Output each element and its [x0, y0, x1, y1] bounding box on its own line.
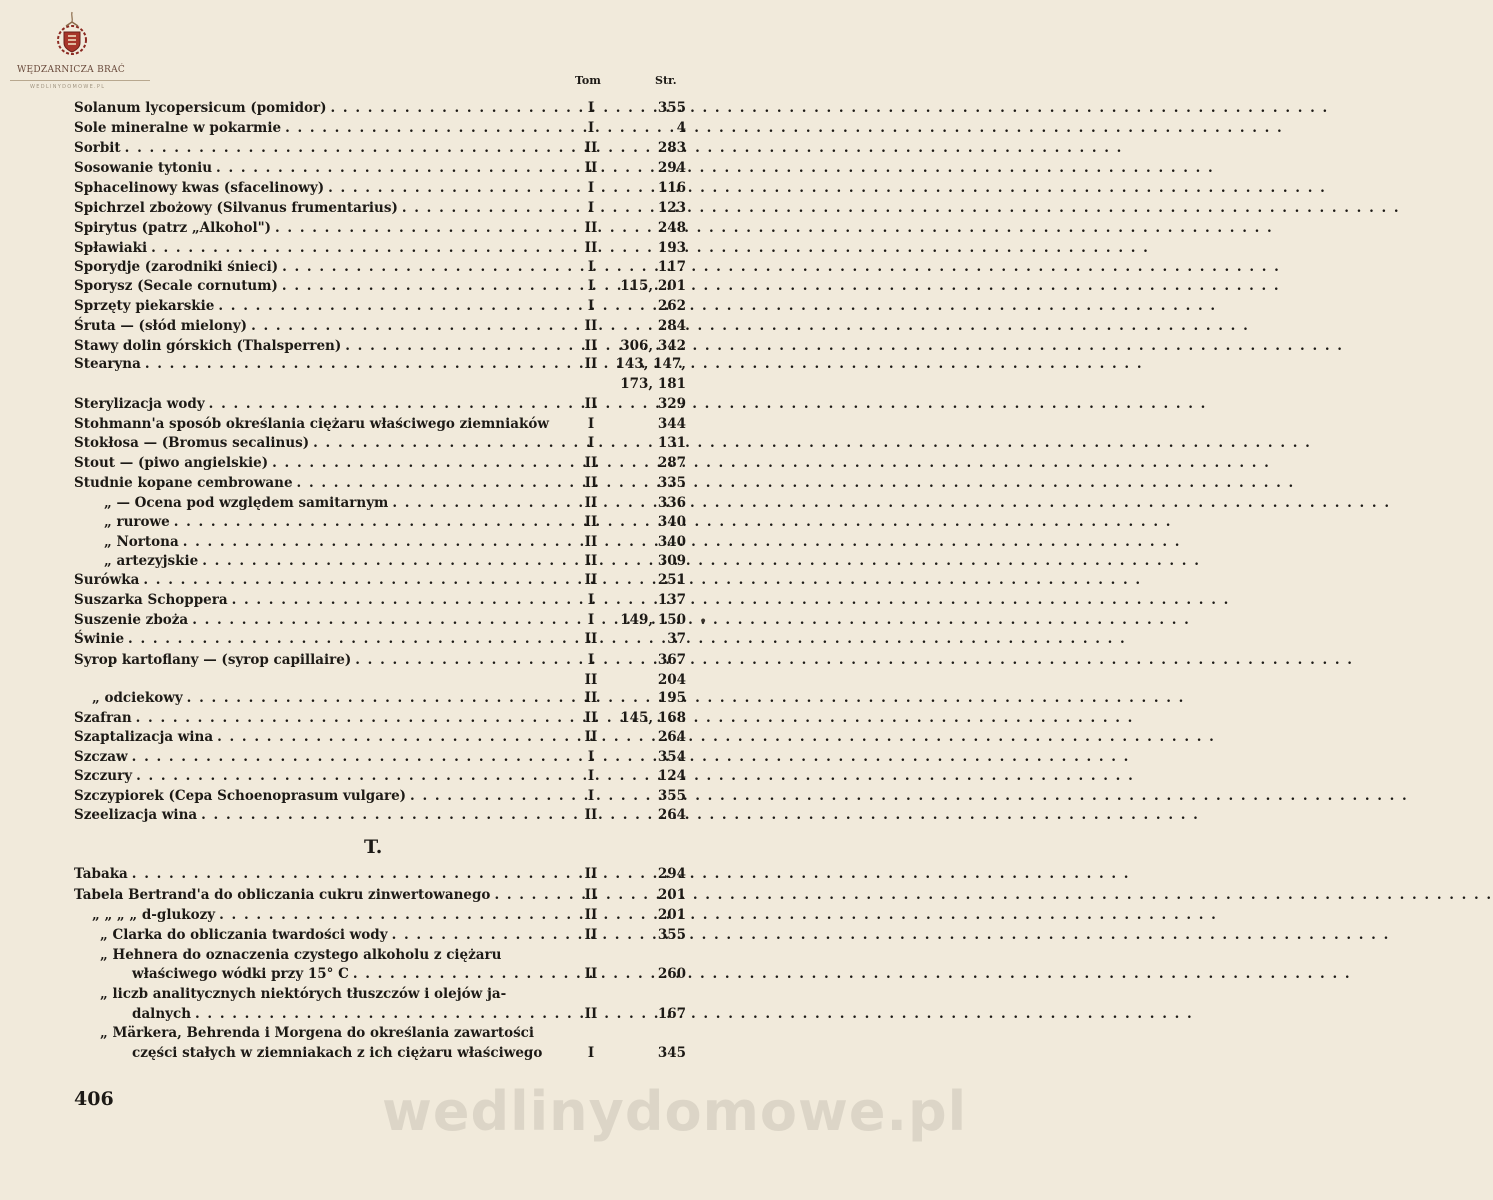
index-entry-row — [0, 590, 768, 610]
index-entry-row — [0, 532, 768, 552]
entry-page: 143, 147, — [615, 356, 686, 372]
entry-label — [100, 1023, 580, 1043]
entry-page: 167 — [657, 1006, 686, 1022]
entry-volume: II — [584, 318, 598, 334]
entry-page: 284 — [657, 318, 686, 334]
index-entry-row — [0, 178, 768, 198]
entry-volume: II — [584, 572, 598, 588]
section-heading: T. — [364, 836, 383, 858]
index-entry-row — [0, 473, 768, 493]
entry-label-text: Studnie kopane cembrowane — [74, 475, 297, 491]
entry-label-text: Sphacelinowy kwas (sfacelinowy) — [74, 180, 328, 196]
index-entry-row — [0, 670, 768, 690]
entry-volume: II — [584, 396, 598, 412]
logo-title: WĘDZARNICZA BRAĆ — [17, 65, 126, 75]
entry-page: 145, 168 — [620, 710, 686, 726]
entry-page: 264 — [657, 729, 686, 745]
entry-label-text: Stawy dolin górskich (Thalsperren) — [74, 338, 345, 354]
entry-page: 294 — [657, 866, 686, 882]
entry-label-text: „ liczb analitycznych niektórych tłuszczów i olejów ja- — [100, 986, 510, 1002]
index-entry-row — [0, 864, 768, 884]
entry-page: 116 — [657, 180, 686, 196]
entry-volume: I — [587, 298, 595, 314]
entry-page: 283 — [657, 140, 686, 156]
entry-volume: II — [584, 338, 598, 354]
entry-label-text: Spichrzel zbożowy (Silvanus frumentarius) — [74, 200, 402, 216]
index-entry-row — [0, 336, 768, 356]
entry-label-text: Suszarka Schoppera — [74, 592, 232, 608]
entry-label — [74, 629, 564, 649]
entry-label — [74, 708, 564, 728]
index-entry-row — [0, 885, 768, 905]
entry-label — [74, 296, 564, 316]
entry-volume: II — [584, 807, 598, 823]
entry-volume: II — [584, 495, 598, 511]
entry-page: 193 — [657, 240, 686, 256]
index-entry-row — [0, 629, 768, 649]
entry-label — [92, 905, 564, 925]
entry-page: 336 — [657, 495, 686, 511]
index-entry-row — [0, 218, 768, 238]
entry-page: 355 — [657, 788, 686, 804]
entry-label — [104, 493, 564, 513]
entry-volume: I — [587, 612, 595, 628]
entry-page: 117 — [657, 259, 686, 275]
entry-volume: II — [584, 672, 598, 688]
entry-volume: I — [587, 788, 595, 804]
entry-volume: II — [584, 966, 598, 982]
entry-page: 4 — [676, 120, 686, 136]
entry-volume: II — [584, 710, 598, 726]
index-entry-row — [0, 1043, 768, 1063]
entry-label — [74, 276, 564, 296]
entry-page: 123 — [657, 200, 686, 216]
index-entry-row — [0, 296, 768, 316]
column-header-tom: Tom — [575, 74, 601, 87]
entry-label-text: Sosowanie tytoniu — [74, 160, 216, 176]
index-entry-row — [0, 257, 768, 277]
entry-label-text: „ Hehnera do oznaczenia czystego alkoholu z ciężaru — [100, 947, 505, 963]
entry-label — [104, 512, 564, 532]
entry-page: 340 — [657, 514, 686, 530]
entry-label — [92, 688, 564, 708]
entry-page: 131 — [657, 435, 686, 451]
index-entry-row — [0, 766, 768, 786]
entry-page: 354 — [657, 749, 686, 765]
entry-volume: I — [587, 416, 595, 432]
entry-volume: II — [584, 927, 598, 943]
entry-volume: II — [584, 240, 598, 256]
entry-label — [74, 178, 564, 198]
index-entry-row — [0, 650, 768, 670]
entry-page: 251 — [657, 572, 686, 588]
entry-label-text: Szczypiorek (Cepa Schoenoprasum vulgare) — [74, 788, 410, 804]
entry-page: 137 — [657, 592, 686, 608]
index-entry-row — [0, 786, 768, 806]
index-entry-row — [0, 570, 768, 590]
entry-volume: II — [584, 220, 598, 236]
entry-label-text: właściwego wódki przy 15° C — [132, 966, 353, 982]
index-entry-row — [0, 905, 768, 925]
entry-label-text: Spirytus (patrz „Alkohol") — [74, 220, 275, 236]
entry-page: 367 — [657, 652, 686, 668]
entry-volume: II — [584, 690, 598, 706]
entry-label-text: Tabaka — [74, 866, 132, 882]
index-entry-row — [0, 551, 768, 571]
entry-volume: II — [584, 631, 598, 647]
entry-volume: I — [587, 592, 595, 608]
entry-label-text: Świnie — [74, 631, 128, 647]
entry-label — [104, 532, 564, 552]
entry-page: 344 — [657, 416, 686, 432]
entry-label — [74, 158, 564, 178]
entry-volume: I — [587, 652, 595, 668]
entry-label-text: „ rurowe — [104, 514, 174, 530]
entry-label-text: Sorbit — [74, 140, 125, 156]
entry-label-text: „ „ „ „ d-glukozy — [92, 907, 219, 923]
entry-volume: I — [587, 749, 595, 765]
entry-label — [74, 727, 564, 747]
entry-label-text: Tabela Bertrand'a do obliczania cukru zinwertowanego — [74, 887, 494, 903]
index-entry-row — [0, 512, 768, 532]
entry-volume: II — [584, 514, 598, 530]
entry-label-text: Szczaw — [74, 749, 132, 765]
index-entry-row — [0, 198, 768, 218]
entry-label-text: Stearyna — [74, 356, 145, 372]
entry-label — [74, 414, 584, 434]
entry-label — [132, 1004, 564, 1024]
entry-label — [104, 551, 564, 571]
entry-page: 195 — [657, 690, 686, 706]
entry-label-text: Sprzęty piekarskie — [74, 298, 218, 314]
entry-label-text: Sporydje (zarodniki śnieci) — [74, 259, 282, 275]
entry-label — [74, 433, 564, 453]
index-entry-row — [0, 688, 768, 708]
entry-volume: I — [587, 100, 595, 116]
entry-volume: II — [584, 160, 598, 176]
entry-volume: I — [587, 200, 595, 216]
index-entry-row — [0, 984, 768, 1004]
index-entry-row — [0, 945, 768, 965]
entry-page: 149, 150 — [620, 612, 686, 628]
entry-volume: II — [584, 866, 598, 882]
index-entry-row — [0, 727, 768, 747]
entry-page: 260 — [657, 966, 686, 982]
entry-label — [74, 394, 564, 414]
index-entry-row — [0, 453, 768, 473]
entry-label — [74, 198, 564, 218]
entry-volume: I — [587, 768, 595, 784]
entry-page: 345 — [657, 1045, 686, 1061]
entry-volume: II — [584, 887, 598, 903]
publisher-logo — [0, 0, 150, 98]
entry-label-text: Sole mineralne w pokarmie — [74, 120, 285, 136]
entry-label — [74, 473, 564, 493]
entry-label-text: Szafran — [74, 710, 136, 726]
entry-label — [74, 453, 564, 473]
entry-label — [74, 650, 564, 670]
entry-label — [132, 1043, 592, 1063]
watermark-text: wedlinydomowe.pl — [382, 1080, 968, 1143]
entry-volume: II — [584, 534, 598, 550]
entry-label-text: Szeelizacja wina — [74, 807, 201, 823]
entry-page: 306, 342 — [620, 338, 686, 354]
entry-label-text: Sterylizacja wody — [74, 396, 209, 412]
entry-label — [74, 218, 564, 238]
margin-dot: • — [699, 614, 708, 630]
entry-label — [74, 336, 564, 356]
index-entry-row — [0, 925, 768, 945]
entry-label-text: Stout — (piwo angielskie) — [74, 455, 272, 471]
entry-label — [100, 984, 580, 1004]
entry-label — [74, 805, 564, 825]
entry-label-text: „ Nortona — [104, 534, 183, 550]
entry-label — [74, 98, 564, 118]
entry-page: 287 — [657, 455, 686, 471]
entry-volume: II — [584, 1006, 598, 1022]
index-entry-row — [0, 433, 768, 453]
entry-label — [74, 257, 564, 277]
entry-volume: II — [584, 475, 598, 491]
entry-label — [74, 590, 564, 610]
entry-page: 335 — [657, 475, 686, 491]
entry-label-text: „ Märkera, Behrenda i Morgena do określania zawartości — [100, 1025, 538, 1041]
index-entry-row — [0, 98, 768, 118]
entry-label — [100, 945, 580, 965]
entry-volume: I — [587, 278, 595, 294]
entry-label-text: Suszenie zboża — [74, 612, 192, 628]
entry-label-text: Surówka — [74, 572, 143, 588]
entry-page: 309 — [657, 553, 686, 569]
entry-volume: II — [584, 553, 598, 569]
entry-page: 201 — [657, 887, 686, 903]
index-entry-row — [0, 316, 768, 336]
entry-label — [74, 864, 564, 884]
entry-label — [74, 885, 564, 905]
entry-label — [74, 610, 564, 630]
entry-volume: I — [587, 180, 595, 196]
entry-label — [74, 786, 564, 806]
entry-label — [74, 766, 564, 786]
entry-volume: I — [587, 120, 595, 136]
index-entry-row — [0, 354, 768, 374]
entry-label-text: części stałych w ziemniakach z ich ciężaru właściwego — [132, 1045, 546, 1061]
entry-volume: II — [584, 140, 598, 156]
entry-page: 124 — [657, 768, 686, 784]
index-entry-row — [0, 276, 768, 296]
entry-page: 115, 201 — [620, 278, 686, 294]
index-entry-row — [0, 708, 768, 728]
index-entry-row — [0, 610, 768, 630]
index-entry-row — [0, 118, 768, 138]
column-header-str: Str. — [655, 74, 677, 87]
entry-page: 340 — [657, 534, 686, 550]
page-number: 406 — [74, 1088, 114, 1110]
entry-label — [74, 138, 564, 158]
entry-page: 262 — [657, 298, 686, 314]
entry-label — [74, 118, 564, 138]
entry-label — [74, 747, 564, 767]
entry-volume: I — [587, 435, 595, 451]
entry-label-text: Śruta — (słód mielony) — [74, 318, 251, 334]
entry-label-text: Solanum lycopersicum (pomidor) — [74, 100, 331, 116]
entry-page: 355 — [657, 100, 686, 116]
entry-volume: I — [587, 1045, 595, 1061]
entry-page: 173, 181 — [620, 376, 686, 392]
entry-page: 264 — [657, 807, 686, 823]
index-entry-row — [0, 158, 768, 178]
entry-label — [132, 964, 564, 984]
crest-emblem-icon — [52, 10, 92, 60]
entry-label — [74, 570, 564, 590]
entry-volume: I — [587, 259, 595, 275]
entry-volume: II — [584, 729, 598, 745]
entry-label — [100, 925, 564, 945]
entry-label-text: Syrop kartoflany — (syrop capillaire) — [74, 652, 355, 668]
logo-subtitle: WEDLINYDOMOWE.PL — [30, 84, 106, 90]
entry-page: 204 — [657, 672, 686, 688]
entry-page: 329 — [657, 396, 686, 412]
entry-label-text: „ odciekowy — [92, 690, 187, 706]
entry-label-text: „ — Ocena pod względem samitarnym — [104, 495, 392, 511]
entry-label-text: dalnych — [132, 1006, 195, 1022]
entry-page: 355 — [657, 927, 686, 943]
index-entry-row — [0, 964, 768, 984]
index-entry-row — [0, 414, 768, 434]
index-entry-row — [0, 374, 768, 394]
entry-page: 201 — [657, 907, 686, 923]
entry-label — [74, 354, 564, 374]
index-entry-row — [0, 493, 768, 513]
entry-page: 248 — [657, 220, 686, 236]
entry-label-text: Szczury — [74, 768, 136, 784]
index-entry-row — [0, 138, 768, 158]
entry-label-text: Szaptalizacja wina — [74, 729, 217, 745]
index-entry-row — [0, 747, 768, 767]
logo-divider — [10, 80, 150, 81]
entry-volume: II — [584, 455, 598, 471]
entry-label-text: „ artezyjskie — [104, 553, 202, 569]
entry-label-text: Stokłosa — (Bromus secalinus) — [74, 435, 313, 451]
entry-page: 294 — [657, 160, 686, 176]
entry-label-text: Stohmann'a sposób określania ciężaru właściwego ziemniaków — [74, 416, 553, 432]
index-entry-row — [0, 1023, 768, 1043]
index-entry-row — [0, 805, 768, 825]
index-entry-row — [0, 394, 768, 414]
index-entry-row — [0, 1004, 768, 1024]
entry-label — [74, 238, 564, 258]
entry-label-text: Sporysz (Secale cornutum) — [74, 278, 282, 294]
entry-label-text: Spławiaki — [74, 240, 151, 256]
entry-page: 37 — [667, 631, 686, 647]
entry-label-text: „ Clarka do obliczania twardości wody — [100, 927, 392, 943]
index-entry-row — [0, 238, 768, 258]
entry-label — [74, 316, 564, 336]
entry-volume: II — [584, 907, 598, 923]
entry-volume: II — [584, 356, 598, 372]
